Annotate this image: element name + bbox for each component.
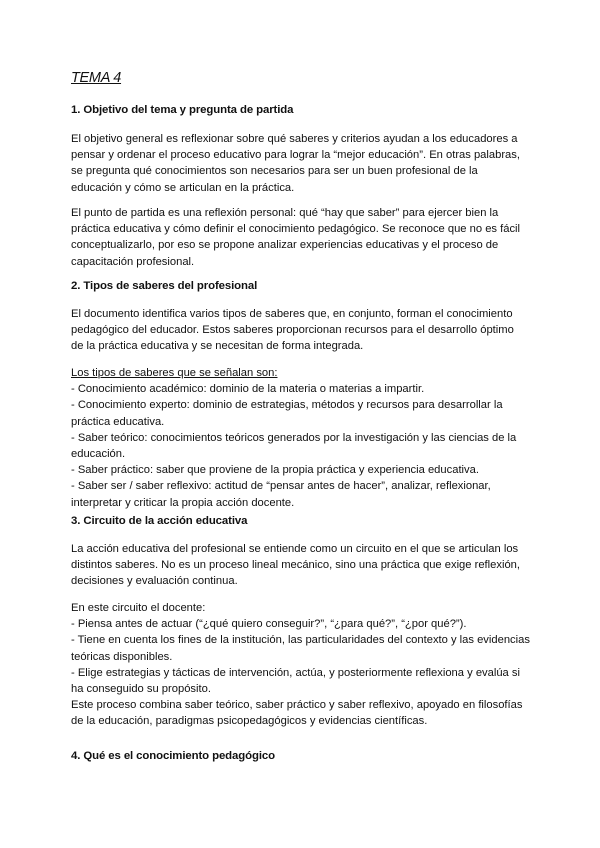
paragraph-3-1 bbox=[71, 541, 541, 590]
text-line: Este proceso combina saber teórico, saber práctico y saber reflexivo, apoyado en filosofías bbox=[71, 699, 523, 712]
list-item: interpretar y criticar la propia acción docente. bbox=[71, 496, 295, 509]
list-item: - Saber teórico: conocimientos teóricos generados por la investigación y las ciencias de la bbox=[71, 431, 517, 444]
page-title: TEMA 4 bbox=[71, 70, 122, 86]
text-line: de la práctica educativa y se necesitan de forma integrada. bbox=[71, 340, 364, 353]
text-line: práctica educativa y cómo definir el conocimiento pedagógico. Se reconoce que no es fácil bbox=[71, 223, 521, 236]
text-line: El documento identifica varios tipos de saberes que, en conjunto, forman el conocimiento bbox=[71, 308, 513, 320]
saberes-list bbox=[71, 365, 541, 511]
text-line: El objetivo general es reflexionar sobre qué saberes y criterios ayudan a los educadores a bbox=[71, 133, 518, 145]
list-item: - Saber ser / saber reflexivo: actitud de “pensar antes de hacer”, analizar, reflexionar, bbox=[71, 480, 491, 493]
text-line: distintos saberes. No es un proceso lineal mecánico, sino una práctica que exige reflexión, bbox=[71, 559, 520, 572]
list-item: - Elige estrategias y tácticas de intervención, actúa, y posteriormente reflexiona y evalúa si bbox=[71, 666, 520, 679]
text-line: La acción educativa del profesional se entiende como un circuito en el que se articulan los bbox=[71, 543, 519, 555]
list-item: teóricas disponibles. bbox=[71, 650, 173, 663]
text-line: decisiones y evaluación continua. bbox=[71, 575, 238, 588]
list-item: práctica educativa. bbox=[71, 415, 165, 428]
text-line: pensar y ordenar el proceso educativo para lograr la “mejor educación”. En otras palabras, bbox=[71, 149, 520, 162]
text-line: capacitación profesional. bbox=[71, 255, 195, 268]
section-heading-2: 2. Tipos de saberes del profesional bbox=[71, 280, 258, 292]
list-item: - Piensa antes de actuar (“¿qué quiero conseguir?”, “¿para qué?”, “¿por qué?”). bbox=[71, 618, 467, 631]
section-heading-3: 3. Circuito de la acción educativa bbox=[71, 515, 248, 527]
list-intro: En este circuito el docente: bbox=[71, 602, 206, 614]
circuit-list bbox=[71, 600, 541, 730]
paragraph-2-1 bbox=[71, 306, 541, 355]
list-item: - Tiene en cuenta los fines de la institución, las particularidades del contexto y las evidencias bbox=[71, 634, 530, 647]
section-heading-1: 1. Objetivo del tema y pregunta de partida bbox=[71, 104, 294, 116]
list-item: - Conocimiento académico: dominio de la materia o materias a impartir. bbox=[71, 383, 425, 396]
list-item: educación. bbox=[71, 448, 126, 461]
paragraph-1-2 bbox=[71, 205, 541, 270]
text-line: conceptualizarlo, por eso se propone analizar experiencias educativas y el proceso de bbox=[71, 239, 499, 252]
list-intro: Los tipos de saberes que se señalan son: bbox=[71, 367, 278, 379]
text-line: de la educación, paradigmas psicopedagógicos y evidencias científicas. bbox=[71, 715, 428, 728]
list-item: - Saber práctico: saber que proviene de la propia práctica y experiencia educativa. bbox=[71, 464, 479, 477]
list-item: ha conseguido su propósito. bbox=[71, 683, 211, 696]
text-line: educación y cómo se articulan en la práctica. bbox=[71, 181, 295, 194]
text-line: El punto de partida es una reflexión personal: qué “hay que saber” para ejercer bien la bbox=[71, 207, 499, 219]
text-line: pedagógico del educador. Estos saberes proporcionan recursos para el desarrollo óptimo bbox=[71, 324, 514, 337]
text-line: se pregunta qué conocimientos son necesarios para ser un buen profesional de la bbox=[71, 165, 478, 178]
section-heading-4: 4. Qué es el conocimiento pedagógico bbox=[71, 750, 276, 762]
paragraph-1-1 bbox=[71, 131, 541, 196]
list-item: - Conocimiento experto: dominio de estrategias, métodos y recursos para desarrollar la bbox=[71, 399, 503, 412]
